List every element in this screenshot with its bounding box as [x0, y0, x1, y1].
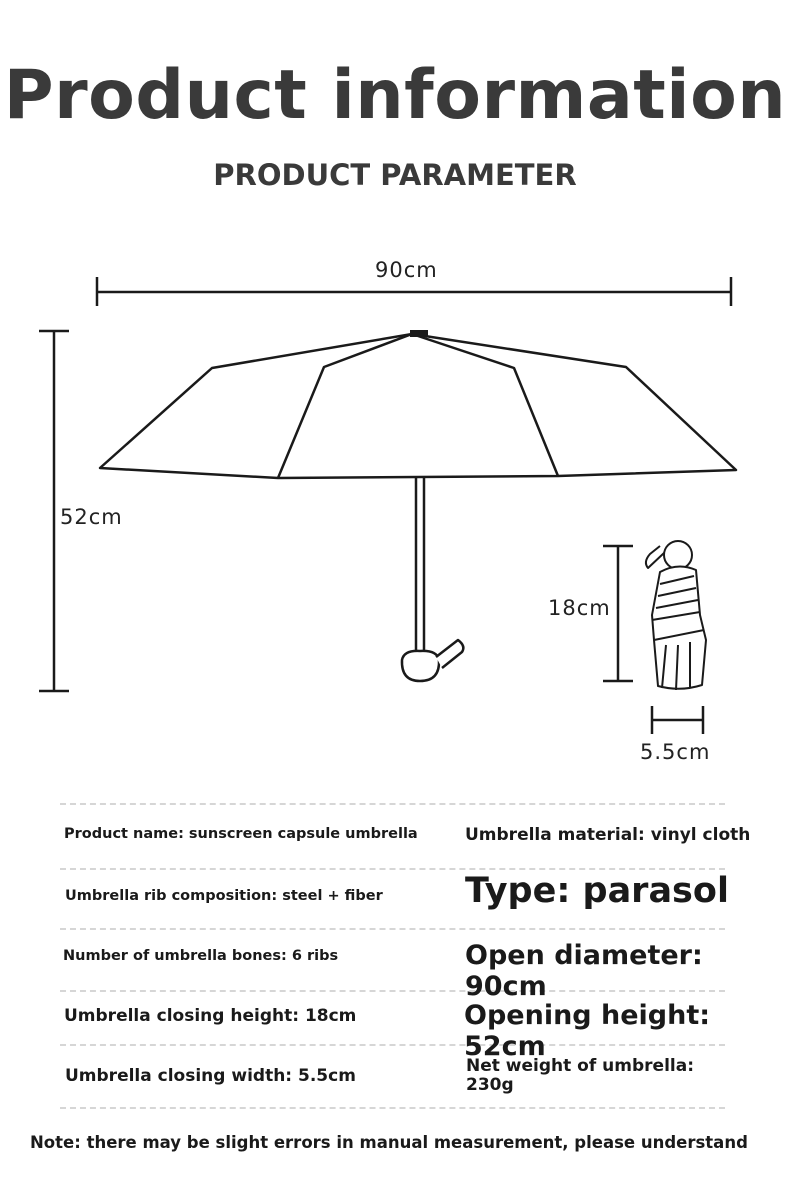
open-width-label: 90cm: [375, 258, 438, 282]
spec-net-weight-value: 230g: [466, 1075, 514, 1095]
open-umbrella-icon: [100, 330, 736, 681]
closed-width-label: 5.5cm: [640, 740, 711, 764]
spec-product-name: Product name: sunscreen capsule umbrella: [64, 826, 418, 842]
spec-net-weight-label: Net weight of umbrella:: [466, 1056, 694, 1076]
measurement-note: Note: there may be slight errors in manual measurement, please understand: [30, 1133, 748, 1152]
spec-material: Umbrella material: vinyl cloth: [465, 825, 751, 845]
open-height-label: 52cm: [60, 505, 123, 529]
closed-width-dimension-line: [652, 706, 703, 734]
table-divider: [60, 803, 725, 805]
closed-umbrella-icon: [646, 541, 706, 690]
page-subtitle: PRODUCT PARAMETER: [213, 158, 577, 192]
spec-closing-height: Umbrella closing height: 18cm: [64, 1006, 357, 1026]
spec-bone-count: Number of umbrella bones: 6 ribs: [63, 948, 339, 964]
spec-type: Type: parasol: [465, 871, 729, 911]
table-divider: [60, 928, 725, 930]
spec-closing-width: Umbrella closing width: 5.5cm: [65, 1066, 356, 1086]
page-title: Product information: [3, 56, 787, 135]
spec-opening-height: Opening height: 52cm: [464, 1000, 711, 1062]
table-divider: [60, 868, 725, 870]
closed-height-label: 18cm: [548, 596, 611, 620]
spec-rib-composition: Umbrella rib composition: steel + fiber: [65, 888, 383, 904]
table-divider: [60, 1107, 725, 1109]
spec-open-diameter: Open diameter: 90cm: [465, 940, 703, 1002]
